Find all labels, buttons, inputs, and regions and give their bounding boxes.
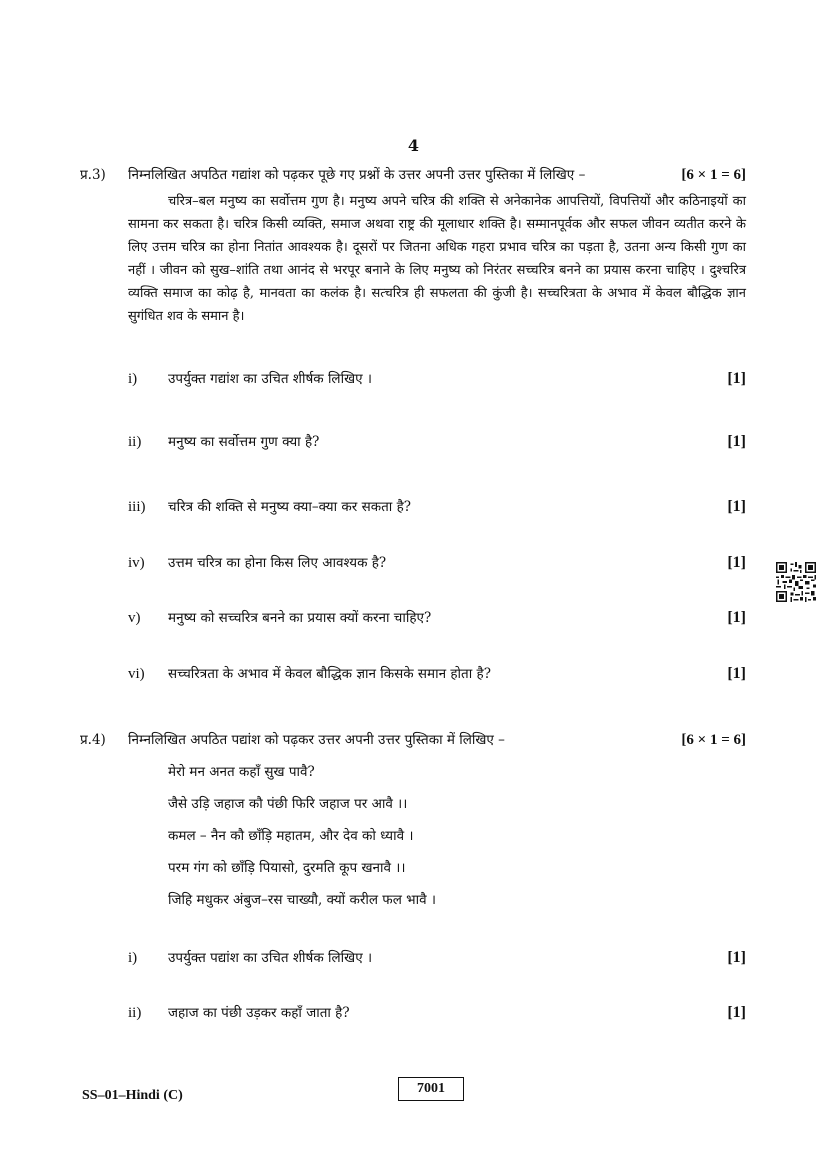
sub-question-marks: [1]: [727, 665, 746, 682]
sub-question: [128, 946, 746, 970]
sub-question-text: उपर्युक्त गद्यांश का उचित शीर्षक लिखिए ।: [168, 371, 373, 387]
sub-question-marks: [1]: [727, 949, 746, 966]
question-number: प्र.3): [80, 167, 106, 183]
sub-question-number: ii): [128, 434, 142, 450]
paper-code: SS–01–Hindi (C): [82, 1088, 183, 1103]
sub-question-text: सच्चरित्रता के अभाव में केवल बौद्धिक ज्ञान किसके समान होता है?: [168, 666, 491, 682]
sub-question-marks: [1]: [727, 1004, 746, 1021]
sub-question-number: i): [128, 371, 138, 387]
sub-question: [128, 551, 746, 575]
sub-question: [128, 367, 746, 391]
sub-question-text: मनुष्य का सर्वोत्तम गुण क्या है?: [168, 434, 320, 450]
sub-question-marks: [1]: [727, 433, 746, 450]
sub-question-marks: [1]: [727, 498, 746, 515]
poem-line: मेरो मन अनत कहाँ सुख पावै?: [168, 764, 315, 780]
sub-question-text: चरित्र की शक्ति से मनुष्य क्या–क्या कर सकता है?: [168, 499, 411, 515]
question-number: प्र.4): [80, 732, 106, 748]
sub-question-number: i): [128, 950, 138, 966]
sub-question-text: जहाज का पंछी उड़कर कहाँ जाता है?: [168, 1005, 350, 1021]
sub-question-text: उपर्युक्त पद्यांश का उचित शीर्षक लिखिए ।: [168, 950, 373, 966]
question-instruction: निम्नलिखित अपठित पद्यांश को पढ़कर उत्तर अपनी उत्तर पुस्तिका में लिखिए –: [128, 732, 505, 748]
poem-line: जिहि मधुकर अंबुज–रस चाख्यौ, क्यों करील फल भावै ।: [168, 892, 437, 908]
sub-question: [128, 662, 746, 686]
question-instruction: निम्नलिखित अपठित गद्यांश को पढ़कर पूछे गए प्रश्नों के उत्तर अपनी उत्तर पुस्तिका में लिखिए –: [128, 167, 586, 183]
sub-question-number: iv): [128, 555, 145, 571]
passage-text: चरित्र–बल मनुष्य का सर्वोत्तम गुण है। मनुष्य अपने चरित्र की शक्ति से अनेकानेक आपत्तियों, विपत्तियों और कठिनाइयों का सामना कर सकता है। चरित्र किसी व्यक्ति, समाज अथवा राष्ट्र की मूलाधार शक्ति है। सम्मानपूर्वक और सफल जीवन व्यतीत करने के लिए उत्तम चरित्र का होना नितांत आवश्यक है। दूसरों पर जितना अधिक गहरा प्रभाव चरित्र का पड़ता है, उतना अन्य किसी गुण का नहीं । जीवन को सुख–शांति तथा आनंद से भरपूर बनाने के लिए मनुष्य को निरंतर सच्चरित्र बनने का प्रयास करना चाहिए । दुश्चरित्र व्यक्ति समाज का कोढ़ है, मानवता का कलंक है। सत्चरित्र ही सफलता की कुंजी है। सच्चरित्रता के अभाव में केवल बौद्धिक ज्ञान सुगंधित शव के समान है।: [128, 194, 746, 324]
sub-question-number: vi): [128, 666, 145, 682]
sub-question-number: ii): [128, 1005, 142, 1021]
poem-line: कमल – नैन कौ छाँड़ि महातम, और देव को ध्यावै ।: [168, 828, 414, 844]
question-marks: [6 × 1 = 6]: [681, 167, 746, 183]
poem-line: जैसे उड़ि जहाज कौ पंछी फिरि जहाज पर आवै ।।: [168, 796, 408, 812]
sub-question-number: v): [128, 610, 141, 626]
question-4-header: [80, 729, 746, 751]
poem-line: परम गंग को छाँड़ि पियासो, दुरमति कूप खनावै ।।: [168, 860, 406, 876]
question-3-header: [80, 164, 746, 186]
sub-question-number: iii): [128, 499, 146, 515]
sub-question-marks: [1]: [727, 609, 746, 626]
sub-question: [128, 1001, 746, 1025]
sub-question-text: उत्तम चरित्र का होना किस लिए आवश्यक है?: [168, 555, 387, 571]
page-number: 4: [407, 136, 420, 155]
sub-question: [128, 430, 746, 454]
qr-code-icon: [776, 562, 816, 602]
sub-question-text: मनुष्य को सच्चरित्र बनने का प्रयास क्यों करना चाहिए?: [168, 610, 432, 626]
sub-question-marks: [1]: [727, 554, 746, 571]
sub-question-marks: [1]: [727, 370, 746, 387]
series-number-box: 7001: [398, 1077, 464, 1101]
sub-question: [128, 606, 746, 630]
question-marks: [6 × 1 = 6]: [681, 732, 746, 748]
poem-passage: [168, 756, 436, 916]
prose-passage: [128, 190, 746, 328]
sub-question: [128, 495, 746, 519]
